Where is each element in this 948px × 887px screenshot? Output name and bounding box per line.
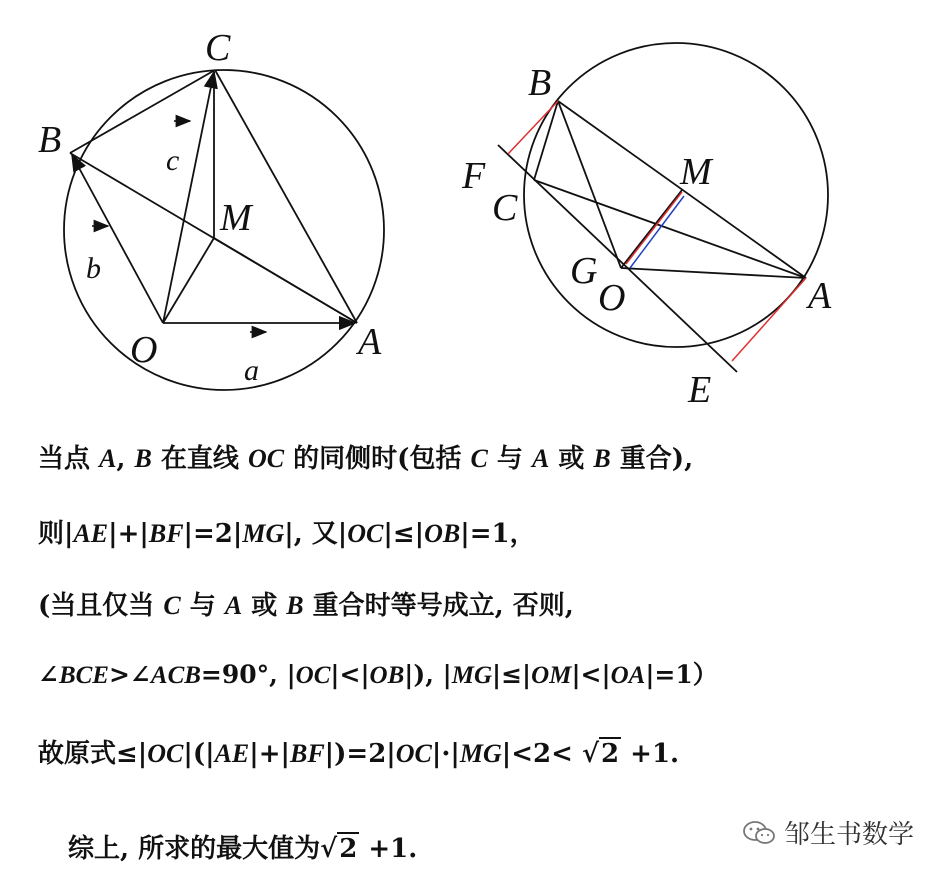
t3-C: C (163, 591, 181, 620)
segment-MA (214, 238, 357, 323)
text-line-3 (38, 585, 574, 622)
t1-p6: 重合), (610, 444, 694, 474)
t4-p7: |<| (571, 660, 611, 689)
label-M: M (220, 197, 252, 239)
watermark-text: 邹生书数学 (783, 820, 914, 850)
t2-p5: |≤| (383, 519, 425, 549)
sqrt-symbol: √2 (320, 834, 358, 864)
t4-p8: |=1） (645, 660, 718, 689)
wechat-icon (742, 820, 776, 846)
label-E: E (688, 369, 712, 411)
geometry-figures (0, 0, 948, 420)
label-A: A (358, 321, 382, 363)
t1-p5: 或 (549, 444, 594, 474)
segment-OM (163, 238, 214, 323)
t4-MG: MG (451, 662, 493, 689)
t6-p1: 综上, 所求的最大值为 (68, 834, 321, 864)
t3-A: A (224, 591, 243, 620)
sqrt-radicand: 2 (601, 739, 620, 769)
t5-p2: |(| (183, 739, 215, 769)
t5-p5: |·| (431, 739, 460, 769)
t1-p4: 与 (487, 444, 532, 474)
t2-MG: MG (242, 519, 285, 548)
t5-p1: 故原式≤| (38, 739, 148, 769)
t6-p2: +1. (359, 834, 418, 864)
t1-comma: , (116, 444, 135, 474)
label-c: c (166, 144, 180, 177)
t4-p1: ∠ (38, 660, 59, 689)
label-F: F (462, 155, 486, 197)
t4-p2: >∠ (108, 660, 151, 689)
t4-p6: |≤| (492, 660, 532, 689)
t5-AE: AE (214, 739, 250, 768)
t5-OC2: OC (395, 739, 432, 768)
label-C: C (205, 27, 231, 69)
t5-p7: +1. (621, 739, 680, 769)
label-M: M (680, 151, 712, 193)
t1-A: A (99, 444, 117, 473)
t1-p2: 在直线 (151, 444, 248, 474)
label-a: a (244, 354, 259, 387)
left-labels (38, 27, 382, 387)
t4-BCE: BCE (58, 662, 109, 689)
segment-MG-red (626, 192, 682, 264)
t3-p2: 与 (180, 591, 225, 621)
t2-p2: |+| (108, 519, 149, 549)
right-circle (524, 43, 828, 347)
label-C: C (492, 187, 518, 229)
label-O: O (130, 329, 158, 371)
t4-OB: OB (369, 662, 405, 689)
t2-BF: BF (148, 519, 184, 548)
label-G: G (570, 250, 598, 292)
t5-p3: |+| (249, 739, 290, 769)
t5-p4: |)=2| (324, 739, 396, 769)
t5-p6: |<2< (501, 739, 582, 769)
t1-p3: 的同侧时(包括 (284, 444, 471, 474)
text-line-6 (68, 828, 417, 865)
segment-BG (558, 101, 621, 268)
watermark (742, 814, 914, 851)
t3-p4: 重合时等号成立, 否则, (303, 591, 574, 621)
text-line-4 (38, 655, 718, 691)
label-B: B (528, 62, 552, 104)
text-line-2 (38, 513, 536, 550)
t4-p4: |<| (330, 660, 370, 689)
t3-p3: 或 (242, 591, 287, 621)
t1-p1: 当点 (38, 444, 100, 474)
segment-OA (621, 268, 806, 278)
label-O: O (598, 277, 626, 319)
t5-MG: MG (459, 739, 502, 768)
t3-B: B (286, 591, 304, 620)
sqrt-radicand: 2 (339, 834, 358, 864)
text-line-1 (38, 438, 693, 475)
t4-OC: OC (295, 662, 331, 689)
right-colored-lines (508, 101, 806, 361)
t2-p1: 则| (38, 519, 74, 549)
t1-OC: OC (247, 444, 285, 473)
perpendicular-AE (732, 278, 806, 361)
t4-p3: =90°, | (200, 660, 296, 689)
t4-OA: OA (610, 662, 646, 689)
t3-p1: (当且仅当 (38, 591, 164, 621)
t1-A2: A (531, 444, 550, 473)
text-line-5 (38, 733, 679, 770)
t5-OC: OC (147, 739, 184, 768)
t2-p6: |=1， (460, 519, 536, 549)
t2-OB: OB (424, 519, 461, 548)
t4-ACB: ACB (150, 662, 201, 689)
t1-B: B (134, 444, 152, 473)
t2-p4: |, 又| (284, 519, 348, 549)
t2-OC: OC (347, 519, 384, 548)
t4-p5: |), | (404, 660, 452, 689)
segment-BC (70, 70, 215, 153)
segment-OM (621, 190, 682, 268)
t5-BF: BF (289, 739, 325, 768)
t2-AE: AE (73, 519, 109, 548)
label-b: b (86, 252, 101, 285)
vector-OC (163, 72, 214, 323)
t4-OM: OM (531, 662, 572, 689)
t1-B2: B (593, 444, 611, 473)
label-B: B (38, 119, 62, 161)
label-A: A (808, 275, 832, 317)
t2-p3: |=2| (183, 519, 243, 549)
t1-C: C (470, 444, 488, 473)
sqrt-symbol: √2 (581, 739, 620, 769)
